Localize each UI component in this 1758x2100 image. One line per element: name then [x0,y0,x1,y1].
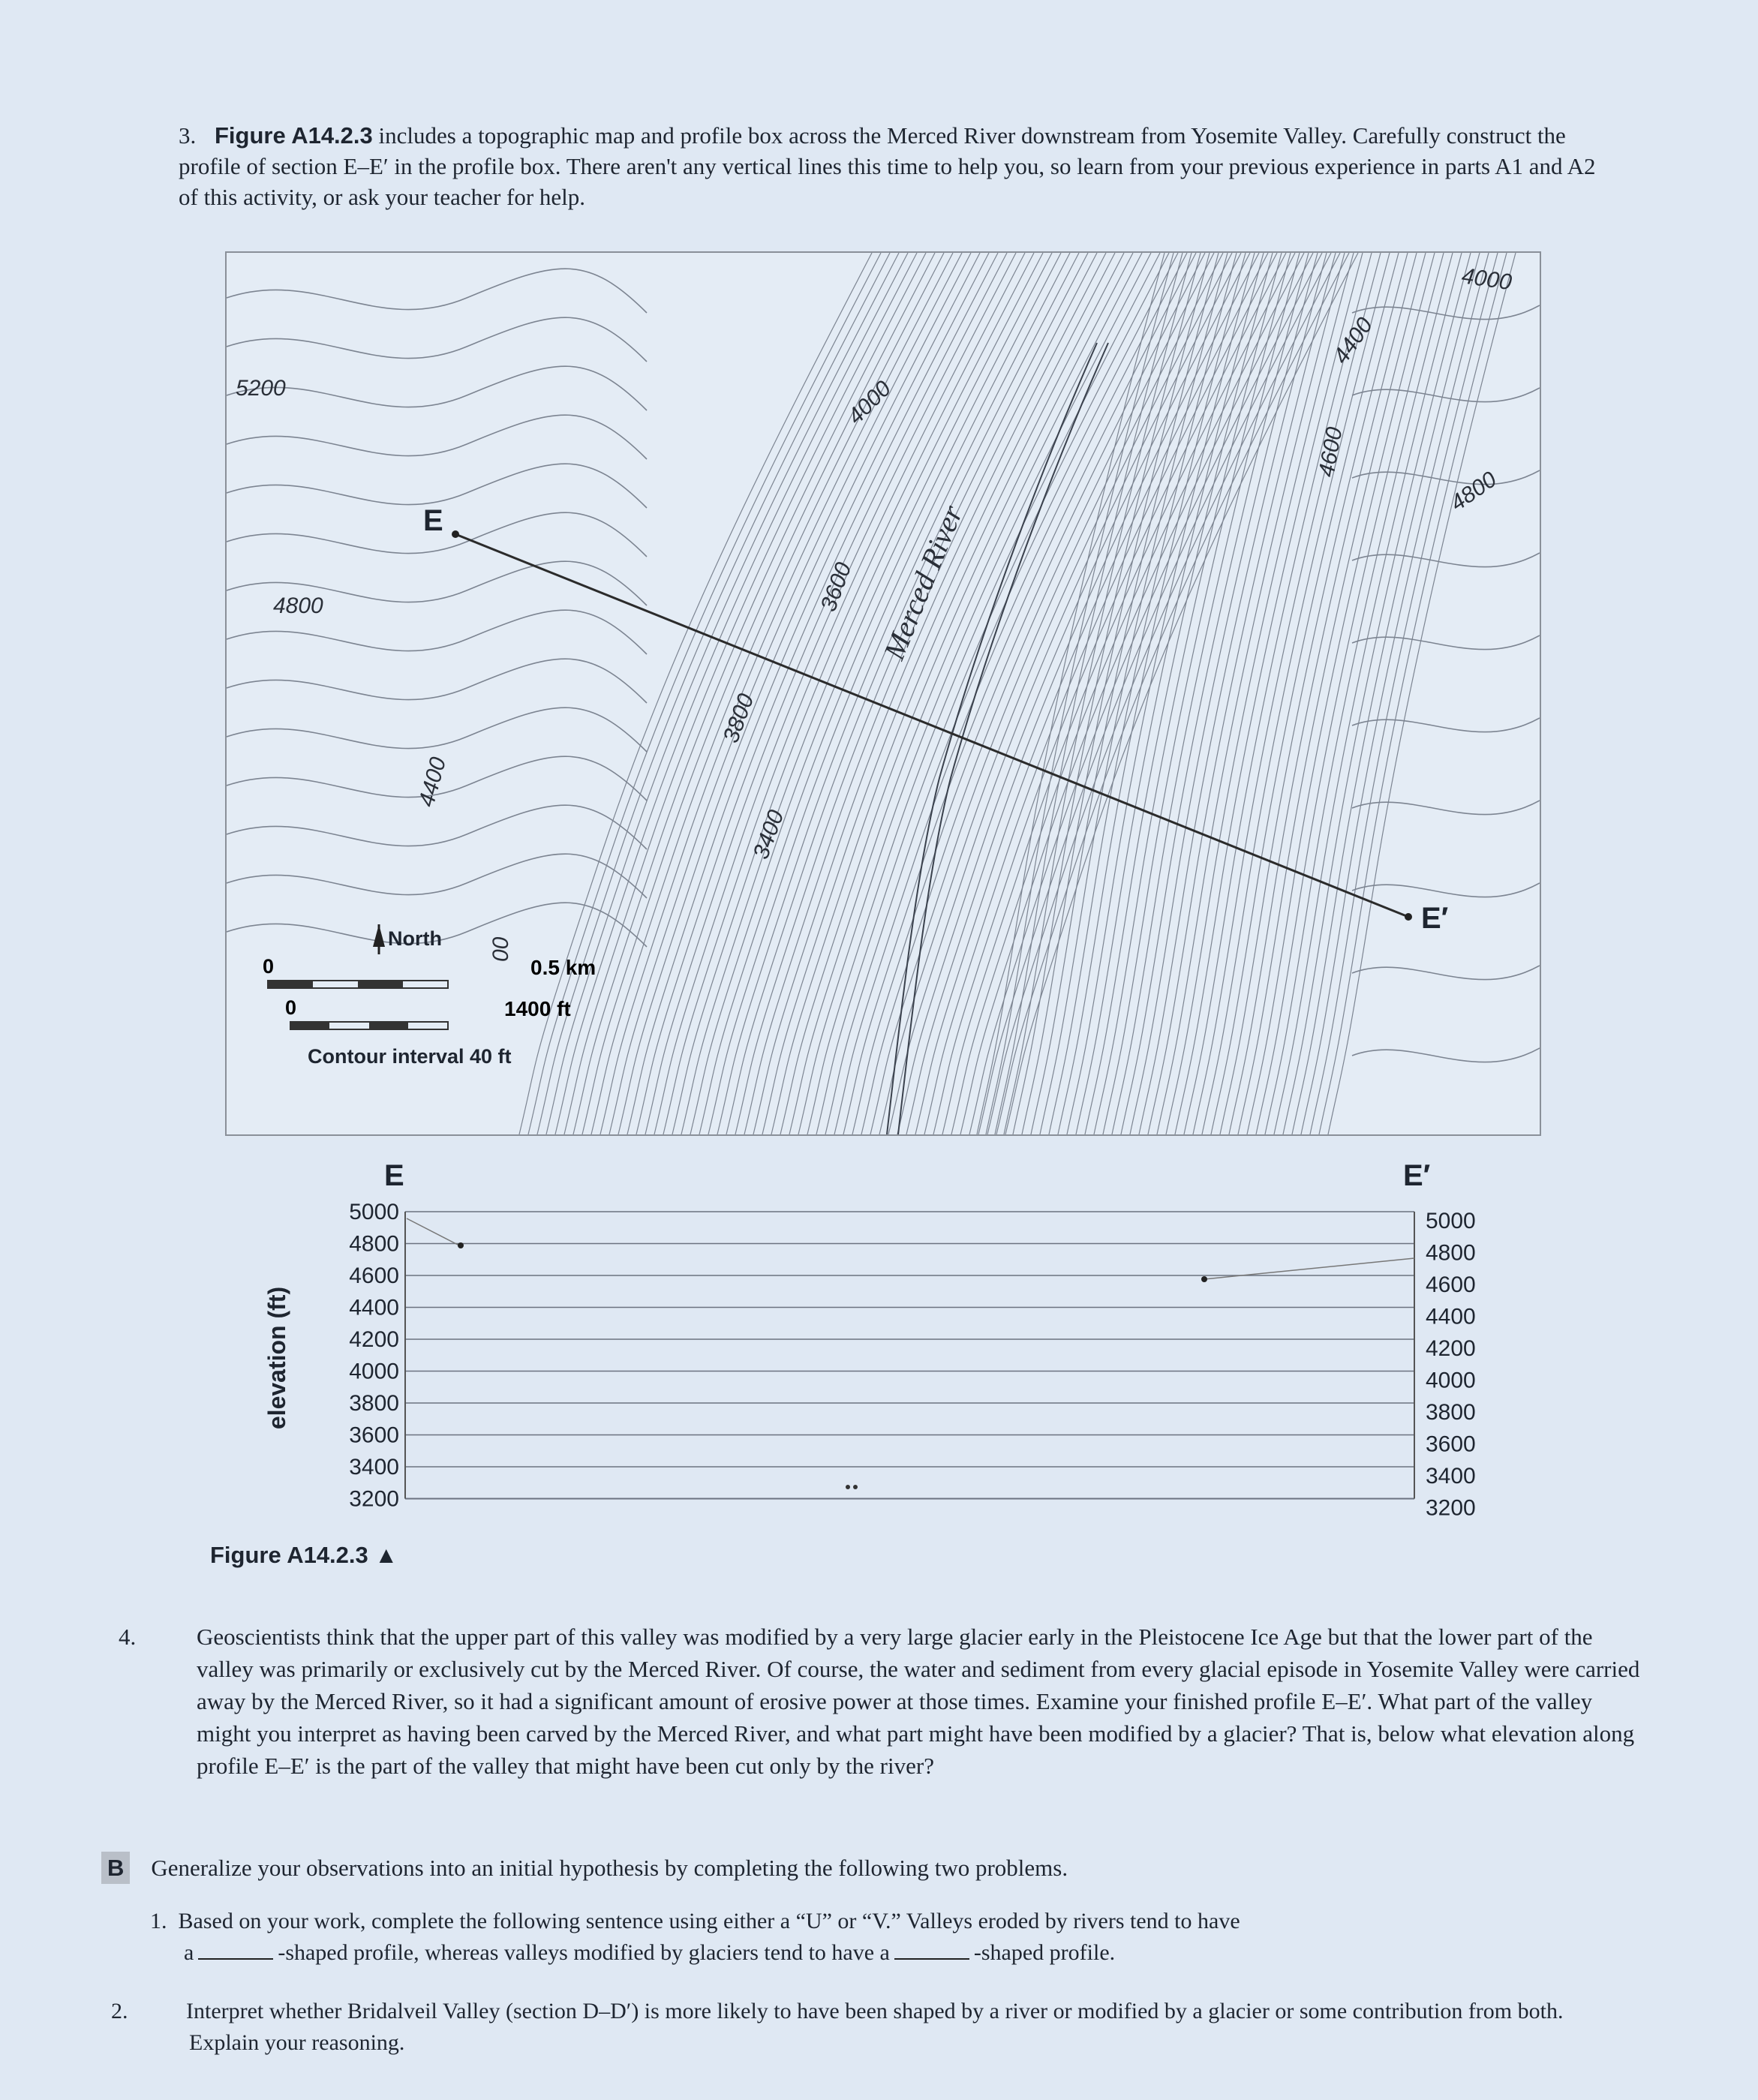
north-arrow [373,924,442,954]
sketched-profile [407,1218,1414,1279]
point-e-marker [452,530,459,538]
question-text: includes a topographic map and profile box across the Merced River downstream from Yosemite Valley. Carefully construct the profile of section E–E′ in the profile box. There aren't any vertical lines this time to help you, so learn from your previous experience in parts A1 and A2 of this activity, or ask your teacher for help. [179,122,1596,210]
right-tick-label: 4800 [1426,1240,1476,1266]
right-tick-label: 4400 [1426,1304,1476,1329]
topographic-map [225,251,1541,1136]
section-intro: Generalize your observations into an initial hypothesis by completing the following two problems. [151,1855,1068,1881]
question-number: 3. [179,122,197,149]
left-tick-label: 4400 [349,1295,399,1320]
right-tick-label: 4000 [1426,1368,1476,1393]
profile-e-prime-label: E′ [1403,1159,1431,1192]
river-name-label: Merced River [876,500,969,665]
scale-km-label: 0.5 km [530,956,597,979]
contour-label-4400b: 4400 [1328,313,1378,369]
point-e-prime-label: E′ [1421,902,1449,935]
contour-label-4800: 4800 [273,593,323,618]
item-text-mid: -shaped profile, whereas valleys modified by glaciers tend to have a [278,1940,890,1965]
question-number: 4. [119,1624,137,1650]
question-4 [119,1621,1643,1782]
section-b [101,1852,1639,1884]
figure-caption: Figure A14.2.3 ▲ [210,1542,398,1568]
contour-label-3400: 3400 [748,807,789,863]
profile-grid [349,1200,1476,1521]
right-tick-label: 4200 [1426,1336,1476,1361]
left-tick-label: 4000 [349,1359,399,1384]
profile-e-label: E [384,1159,404,1192]
profile-box [255,1155,1531,1546]
scale-ft-label: 1400 ft [504,997,571,1020]
contour-label-3800: 3800 [718,690,759,747]
north-label: North [388,927,442,950]
item-text: Interpret whether Bridalveil Valley (section D–D′) is more likely to have been shaped by a river or modified by a glacier or some contribution from both. Explain your reasoning. [186,1999,1564,2055]
section-b-item-2 [111,1996,1636,2059]
contour-label-4000: 4000 [843,376,897,429]
section-badge: B [101,1852,130,1884]
question-text: Geoscientists think that the upper part of this valley was modified by a very large glacier early in the Pleistocene Ice Age but that the lower part of the valley was primarily or exclusively cut by the Merced River. Of course, the water and sediment from every glacial episode in Yosemite Valley were carried away by the Merced River, so it had a significant amount of erosive power at those times. Examine your finished profile E–E′. What part of the valley might you interpret as having been carved by the Merced River, and what part might have been modified by a glacier? That is, below what elevation along profile E–E′ is the part of the valley that might have been cut only by the river? [197,1624,1640,1779]
scale-bar-ft [285,996,571,1029]
scale-ft-zero: 0 [285,996,297,1019]
item-text: Based on your work, complete the following sentence using either a “U” or “V.” Valleys eroded by rivers tend to have [178,1909,1240,1933]
left-tick-label: 3800 [349,1391,399,1416]
left-tick-label: 3200 [349,1486,399,1512]
contour-label-4600: 4600 [1314,425,1348,479]
scale-km-zero: 0 [263,955,275,978]
contour-label-00: 00 [488,936,513,962]
question-3 [179,120,1604,212]
right-tick-label: 4600 [1426,1272,1476,1297]
left-tick-label: 4800 [349,1231,399,1257]
right-tick-label: 5000 [1426,1209,1476,1233]
left-tick-label: 5000 [349,1200,399,1224]
contour-interval-label: Contour interval 40 ft [308,1045,512,1068]
blank-field-2[interactable] [894,1958,969,1960]
point-e-label: E [423,504,443,537]
right-tick-label: 3800 [1426,1400,1476,1425]
right-tick-label: 3600 [1426,1432,1476,1457]
y-axis-label: elevation (ft) [263,1286,290,1430]
contour-label-3600: 3600 [816,559,857,615]
left-tick-label: 4200 [349,1327,399,1352]
left-tick-label: 3600 [349,1423,399,1448]
contour-label-4400: 4400 [413,754,452,810]
item-text-a: a [184,1940,194,1965]
item-number: 2. [111,1999,128,2023]
right-tick-label: 3200 [1426,1495,1476,1521]
section-b-item-1 [150,1906,1636,1969]
contour-map-svg [227,253,1540,1134]
item-text-end: -shaped profile. [973,1940,1116,1965]
figure-reference: Figure A14.2.3 [215,122,373,149]
item-number: 1. [150,1909,167,1933]
contour-label-4800b: 4800 [1446,467,1501,516]
point-e-prime-marker [1405,913,1412,921]
right-tick-label: 3400 [1426,1464,1476,1489]
blank-field-1[interactable] [198,1958,273,1960]
left-tick-label: 4600 [349,1263,399,1288]
left-tick-label: 3400 [349,1455,399,1480]
scale-bar-km [263,955,596,988]
contour-label-5200: 5200 [236,376,286,401]
contour-label-4000b: 4000 [1460,263,1513,296]
profile-svg [255,1155,1531,1546]
